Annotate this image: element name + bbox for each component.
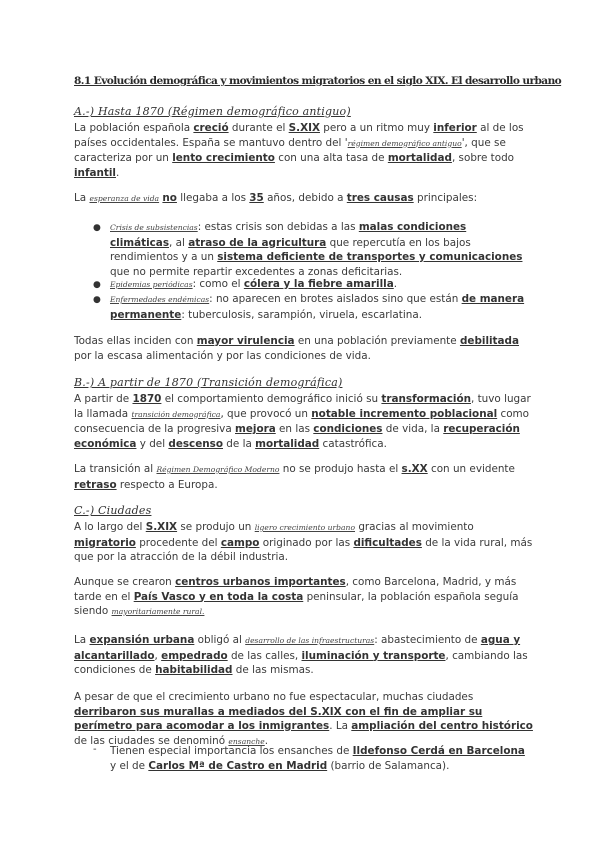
text-run: principales:	[413, 192, 478, 204]
annotation-text: desarrollo de las infraestructuras	[245, 636, 375, 645]
list-item	[110, 277, 526, 293]
section-heading-a: A.-) Hasta 1870 (Régimen demográfico antiguo)	[74, 105, 351, 118]
emphasis-text: ampliación del centro histórico	[351, 720, 533, 732]
emphasis-text: agua y alcantarillado	[74, 634, 521, 662]
text-run: obligó al	[194, 634, 246, 646]
emphasis-text: migratorio	[74, 536, 136, 549]
emphasis-text: mayor virulencia	[196, 335, 295, 347]
list-item	[110, 220, 526, 279]
emphasis-text: dificultades	[353, 536, 422, 549]
paragraph	[74, 520, 534, 565]
text-run: Tienen especial importancia los ensanches de	[110, 745, 353, 757]
emphasis-text: derribaron sus murallas a mediados del S.XIX con el fin de ampliar su perímetro para acomodar a los inmigrantes	[74, 705, 483, 732]
emphasis-text: expansión urbana	[89, 634, 195, 646]
text-run: que no permite repartir excedentes a zonas deficitarias.	[110, 265, 403, 278]
text-run: el comportamiento demográfico inició su	[161, 393, 382, 405]
annotation-text: transición demográfica	[131, 409, 221, 419]
paragraph	[74, 633, 534, 678]
text-run: : estas crisis son debidas a las	[197, 221, 359, 233]
emphasis-text: atraso de la agricultura	[188, 236, 327, 249]
text-run: .	[393, 278, 398, 290]
emphasis-text: mortalidad	[387, 152, 452, 164]
text-run: que repercutía en los bajos rendimientos y a un	[110, 236, 471, 263]
emphasis-text: lento crecimiento	[172, 152, 275, 164]
emphasis-text: S.XIX	[145, 521, 178, 533]
document-title: 8.1 Evolución demográfica y movimientos migratorios en el siglo XIX. El desarrollo urbano	[74, 75, 562, 87]
emphasis-text: centros urbanos importantes	[175, 576, 346, 588]
emphasis-text: notable incremento poblacional	[311, 407, 498, 420]
text-run: de la	[223, 437, 256, 450]
text-run: La transición al	[74, 463, 157, 475]
emphasis-text: 35	[249, 192, 264, 204]
emphasis-text: debilitada	[459, 335, 519, 347]
text-run: , tuvo lugar la llamada	[74, 393, 531, 420]
paragraph	[74, 121, 534, 180]
text-run: : como el	[192, 278, 244, 290]
bullet-marker: ●	[93, 223, 101, 233]
emphasis-text: creció	[193, 122, 229, 134]
text-run: pero a un ritmo muy	[319, 122, 434, 134]
emphasis-text: S.XIX	[288, 122, 320, 134]
emphasis-text: iluminación y transporte	[301, 649, 446, 662]
emphasis-text: empedrado	[161, 649, 228, 662]
list-item	[110, 292, 526, 322]
text-run: Aunque se crearon	[74, 576, 176, 588]
text-run: La	[74, 192, 90, 204]
annotation-text: Enfermedades endémicas	[110, 295, 210, 304]
text-run: respecto a Europa.	[116, 478, 218, 491]
text-run: catastrófica.	[319, 437, 387, 450]
emphasis-text: 1870	[132, 393, 162, 405]
paragraph	[74, 191, 534, 207]
text-run: A partir de	[74, 393, 133, 405]
emphasis-text: de manera permanente	[110, 293, 525, 321]
emphasis-text: malas condiciones climáticas	[110, 221, 467, 249]
paragraph	[74, 462, 534, 492]
text-run: de las calles,	[227, 649, 302, 662]
text-run: : tuberculosis, sarampión, viruela, escarlatina.	[181, 308, 423, 321]
emphasis-text: cólera y la fiebre amarilla	[243, 278, 394, 290]
text-run: (barrio de Salamanca).	[327, 759, 450, 772]
text-run: procedente del	[135, 536, 221, 549]
dash-marker: -	[93, 744, 97, 755]
section-heading-c: C.-) Ciudades	[74, 504, 152, 517]
emphasis-text: Carlos Mª de Castro en Madrid	[148, 759, 328, 772]
text-run: , al	[169, 236, 189, 249]
text-run: .	[115, 166, 120, 179]
text-run: de las mismas.	[232, 664, 314, 676]
annotation-text: mayoritariamente rural.	[111, 607, 205, 616]
list-item	[110, 744, 526, 773]
annotation-text: esperanza de vida	[89, 194, 160, 203]
text-run: La población española	[74, 122, 194, 134]
emphasis-text: Ildefonso Cerdá en Barcelona	[352, 745, 525, 757]
emphasis-text: inferior	[433, 122, 477, 134]
text-run: en las	[275, 423, 314, 435]
text-run: durante el	[228, 122, 289, 134]
bullet-marker: ●	[93, 280, 101, 290]
annotation-text: régimen demográfico antiguo	[347, 138, 462, 148]
text-run: al de los países occidentales. España se mantuvo dentro del '	[74, 122, 524, 149]
text-run: , cambiando las condiciones de	[74, 649, 528, 676]
text-run: .	[264, 734, 269, 747]
annotation-text: Crisis de subsistencias	[110, 223, 198, 232]
annotation-text: Régimen Demográfico Moderno	[156, 465, 280, 474]
emphasis-text: descenso	[168, 437, 223, 450]
emphasis-text: habitabilidad	[155, 664, 233, 676]
text-run: de vida, la	[382, 423, 444, 435]
emphasis-text: mejora	[235, 423, 276, 435]
section-heading-b: B.-) A partir de 1870 (Transición demográfica)	[74, 376, 343, 389]
paragraph	[74, 575, 534, 620]
text-run: y del	[136, 437, 169, 450]
emphasis-text: condiciones	[313, 423, 383, 435]
text-run: y el de	[110, 759, 149, 772]
text-run: La	[74, 634, 90, 646]
text-run: , sobre todo	[451, 152, 515, 164]
emphasis-text: no	[162, 192, 177, 204]
emphasis-text: sistema deficiente de transportes y comunicaciones	[217, 251, 523, 263]
emphasis-text: recuperación económica	[74, 423, 520, 450]
text-run: con un evidente	[427, 463, 515, 475]
text-run: Todas ellas inciden con	[74, 335, 197, 347]
text-run: de las ciudades se denominó	[74, 734, 229, 747]
text-run: llegaba a los	[176, 192, 250, 204]
text-run: . La	[329, 720, 352, 732]
text-run: por la escasa alimentación y por las condiciones de vida.	[74, 349, 371, 362]
emphasis-text: tres causas	[346, 192, 414, 204]
text-run: no se produjo hasta el	[279, 463, 402, 475]
text-run: de la vida rural, más que por la atracción de la débil industria.	[74, 536, 533, 563]
text-run: con una alta tasa de	[274, 152, 388, 164]
emphasis-text: mortalidad	[255, 437, 320, 450]
paragraph	[74, 690, 534, 749]
text-run: : no aparecen en brotes aislados sino que están	[209, 293, 462, 305]
text-run: A lo largo del	[74, 521, 146, 533]
paragraph	[74, 392, 534, 451]
text-run: : abastecimiento de	[374, 634, 481, 646]
text-run: ,	[154, 649, 162, 662]
text-run: ', que se caracteriza por un	[74, 136, 506, 164]
emphasis-text: transformación	[381, 393, 471, 405]
bullet-marker: ●	[93, 295, 101, 305]
annotation-text: ensanche	[228, 736, 265, 746]
emphasis-text: infantil	[74, 166, 116, 179]
text-run: peninsular, la población española seguía siendo	[74, 590, 519, 617]
text-run: , como Barcelona, Madrid, y más tarde en el	[74, 576, 517, 603]
text-run: años, debido a	[263, 192, 347, 204]
text-run: A pesar de que el crecimiento urbano no fue espectacular, muchas ciudades	[74, 691, 474, 703]
text-run: , que provocó un	[220, 407, 312, 420]
emphasis-text: retraso	[74, 478, 117, 491]
text-run: en una población previamente	[294, 335, 460, 347]
text-run: originado por las	[259, 536, 354, 549]
annotation-text: Epidemias periódicas	[110, 280, 193, 289]
paragraph	[74, 334, 534, 363]
text-run: gracias al movimiento	[355, 521, 474, 533]
text-run: como consecuencia de la progresiva	[74, 407, 530, 435]
text-run: se produjo un	[177, 521, 255, 533]
annotation-text: ligero crecimiento urbano	[254, 523, 356, 532]
emphasis-text: País Vasco y en toda la costa	[133, 590, 304, 603]
emphasis-text: s.XX	[401, 463, 428, 475]
emphasis-text: campo	[220, 536, 260, 549]
